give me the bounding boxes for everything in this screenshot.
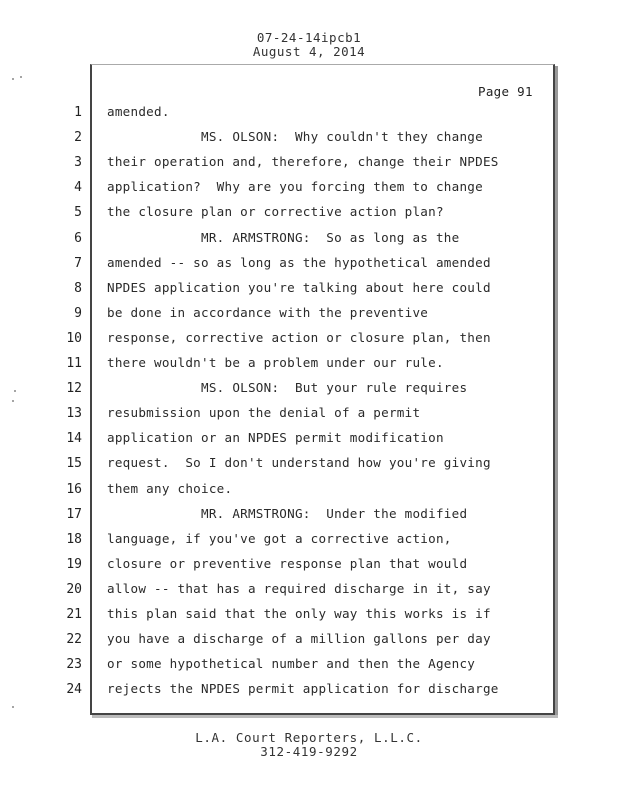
transcript-line: MR. ARMSTRONG: So as long as the — [107, 230, 460, 245]
line-number: 13 — [66, 406, 82, 421]
transcript-line: amended -- so as long as the hypothetical amended — [107, 255, 491, 270]
scan-speck — [12, 400, 14, 402]
line-number: 19 — [66, 557, 82, 572]
line-number: 11 — [66, 356, 82, 371]
line-number: 14 — [66, 431, 82, 446]
line-number: 22 — [66, 632, 82, 647]
transcript-line: MS. OLSON: But your rule requires — [107, 380, 468, 395]
transcript-line: language, if you've got a corrective action, — [107, 531, 452, 546]
line-number: 7 — [74, 256, 82, 271]
court-reporter-name: L.A. Court Reporters, L.L.C. — [195, 730, 423, 745]
line-number: 3 — [74, 155, 82, 170]
transcript-line: NPDES application you're talking about here could — [107, 280, 491, 295]
transcript-line: resubmission upon the denial of a permit — [107, 405, 421, 420]
transcript-line: application or an NPDES permit modification — [107, 430, 444, 445]
transcript-line: amended. — [107, 104, 170, 119]
line-number: 8 — [74, 281, 82, 296]
transcript-line: the closure plan or corrective action plan? — [107, 204, 444, 219]
line-number: 17 — [66, 507, 82, 522]
line-number: 5 — [74, 205, 82, 220]
transcript-line: MS. OLSON: Why couldn't they change — [107, 129, 483, 144]
scan-speck — [12, 78, 14, 80]
transcript-line: this plan said that the only way this works is if — [107, 606, 491, 621]
line-number: 2 — [74, 130, 82, 145]
transcript-line: response, corrective action or closure plan, then — [107, 330, 491, 345]
line-number: 10 — [66, 331, 82, 346]
line-number: 16 — [66, 482, 82, 497]
transcript-date: August 4, 2014 — [252, 44, 366, 59]
frame-shadow — [555, 66, 558, 718]
line-number: 1 — [74, 105, 82, 120]
line-number: 20 — [66, 582, 82, 597]
scan-speck — [12, 706, 14, 708]
line-number: 18 — [66, 532, 82, 547]
line-number: 4 — [74, 180, 82, 195]
transcript-line: application? Why are you forcing them to change — [107, 179, 483, 194]
court-reporter-phone: 312-419-9292 — [260, 744, 358, 759]
transcript-line: request. So I don't understand how you're giving — [107, 455, 491, 470]
line-number: 21 — [66, 607, 82, 622]
line-number: 12 — [66, 381, 82, 396]
transcript-line: closure or preventive response plan that would — [107, 556, 468, 571]
line-number: 23 — [66, 657, 82, 672]
line-number: 6 — [74, 231, 82, 246]
transcript-line: rejects the NPDES permit application for discharge — [107, 681, 499, 696]
line-number: 9 — [74, 306, 82, 321]
scan-speck — [20, 76, 22, 78]
scan-speck — [14, 390, 16, 392]
transcript-line: them any choice. — [107, 481, 233, 496]
transcript-line: be done in accordance with the preventive — [107, 305, 429, 320]
transcript-line: allow -- that has a required discharge in it, say — [107, 581, 491, 596]
transcript-line: their operation and, therefore, change their NPDES — [107, 154, 499, 169]
transcript-line: or some hypothetical number and then the Agency — [107, 656, 476, 671]
transcript-line: MR. ARMSTRONG: Under the modified — [107, 506, 468, 521]
page-number: Page 91 — [478, 84, 533, 99]
document-id: 07-24-14ipcb1 — [256, 30, 362, 45]
line-number: 15 — [66, 456, 82, 471]
transcript-line: there wouldn't be a problem under our rule. — [107, 355, 444, 370]
transcript-line: you have a discharge of a million gallons per day — [107, 631, 491, 646]
frame-bottom-shadow — [92, 715, 558, 718]
line-number: 24 — [66, 682, 82, 697]
